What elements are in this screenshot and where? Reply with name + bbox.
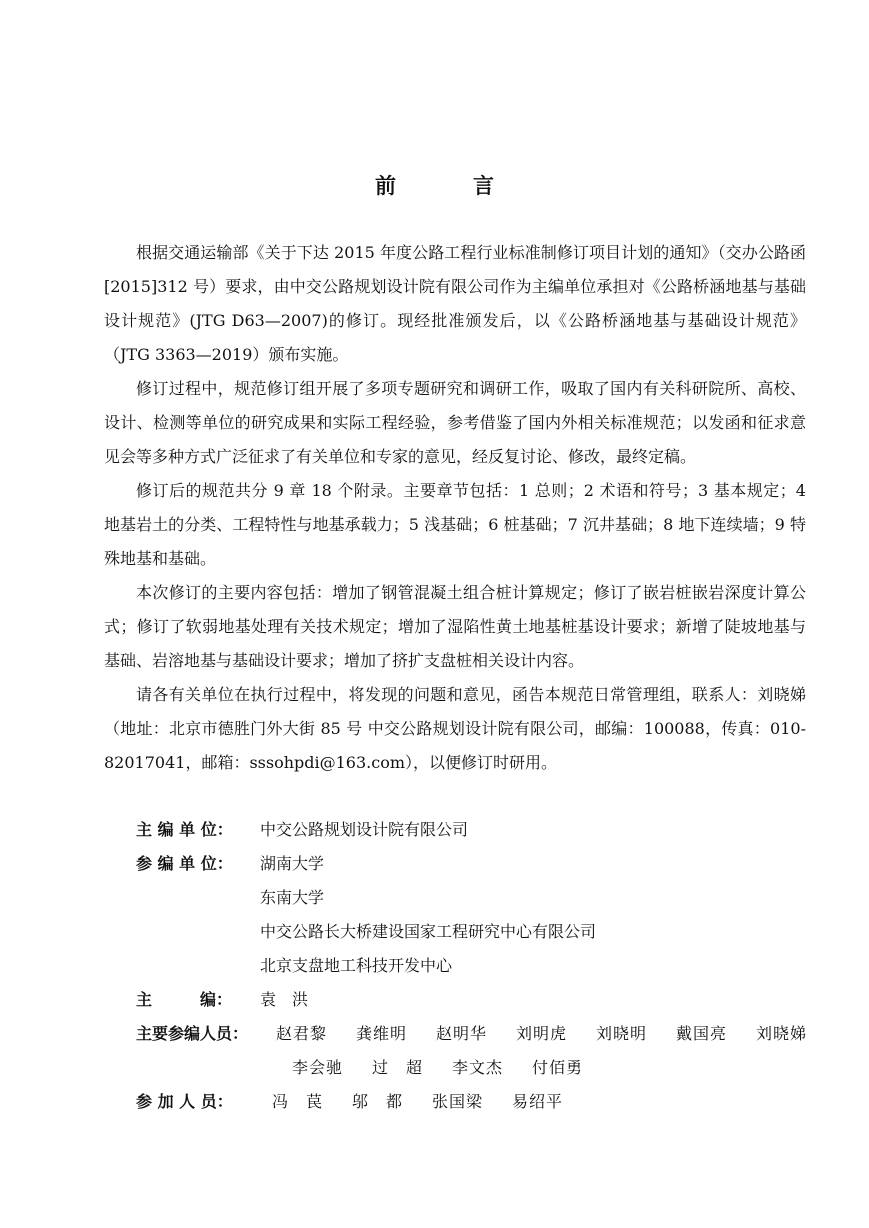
person-name: 刘明虎 [516, 1024, 568, 1043]
paragraph: 根据交通运输部《关于下达 2015 年度公路工程行业标准制修订项目计划的通知》（交办公路函[2015]312 号）要求，由中交公路规划设计院有限公司作为主编单位承担对《公路桥涵地基与基础设计规范》(JTG D63—2007)的修订。现经批准颁发后，以《公路桥涵地基与基础设计规范》（JTG 3363—2019）颁布实施。 [104, 243, 806, 364]
person-name: 赵君黎 [276, 1024, 328, 1043]
person-name: 戴国亮 [676, 1024, 728, 1043]
person-name: 易绍平 [512, 1092, 564, 1111]
chief-editor-name: 袁 洪 [260, 990, 309, 1009]
chief-unit-row [136, 813, 816, 847]
chief-editor-row [136, 983, 816, 1017]
paragraph: 修订后的规范共分 9 章 18 个附录。主要章节包括：1 总则；2 术语和符号；3 基本规定；4 地基岩土的分类、工程特性与地基承载力；5 浅基础；6 桩基础；7 沉井基础；8 地下连续墙；9 特殊地基和基础。 [104, 481, 806, 568]
person-name: 刘晓明 [596, 1024, 648, 1043]
participating-units-label: 参 编 单 位： [136, 854, 233, 873]
chief-unit-label: 主 编 单 位： [136, 820, 233, 839]
main-participants-line [276, 1017, 836, 1051]
person-name: 赵明华 [436, 1024, 488, 1043]
person-name: 冯 苠 [272, 1092, 324, 1111]
page-title: 前 言 [375, 173, 522, 198]
main-participants-label: 主要参编人员： [136, 1024, 249, 1043]
main-participants-line [276, 1051, 836, 1085]
person-name: 付佰勇 [532, 1058, 584, 1077]
person-name: 李文杰 [452, 1058, 504, 1077]
chief-editor-label: 主 编： [136, 990, 233, 1009]
participants-row [136, 1085, 816, 1119]
participating-unit: 北京支盘地工科技开发中心 [260, 956, 453, 975]
participating-unit: 湖南大学 [260, 854, 325, 873]
person-name: 张国梁 [432, 1092, 484, 1111]
person-name: 过 超 [372, 1058, 424, 1077]
participants-label: 参 加 人 员： [136, 1092, 233, 1111]
paragraph: 修订过程中，规范修订组开展了多项专题研究和调研工作，吸取了国内有关科研院所、高校、设计、检测等单位的研究成果和实际工程经验，参考借鉴了国内外相关标准规范；以发函和征求意见会等多种方式广泛征求了有关单位和专家的意见，经反复讨论、修改，最终定稿。 [104, 379, 806, 466]
preface-body [104, 236, 806, 780]
paragraph: 请各有关单位在执行过程中，将发现的问题和意见，函告本规范日常管理组，联系人：刘晓娣（地址：北京市德胜门外大街 85 号 中交公路规划设计院有限公司，邮编：100088，传真：010-82017041，邮箱：sssohpdi@163.com），以便修订时研用。 [104, 685, 806, 772]
main-participants-row [136, 1017, 816, 1085]
participating-unit: 东南大学 [260, 888, 325, 907]
person-name: 刘晓娣 [756, 1024, 808, 1043]
person-name: 邬 都 [352, 1092, 404, 1111]
chief-unit-value: 中交公路规划设计院有限公司 [260, 820, 469, 839]
person-name: 李会驰 [292, 1058, 344, 1077]
participating-units-row [136, 847, 816, 983]
credits-block [136, 813, 816, 1119]
participating-unit: 中交公路长大桥建设国家工程研究中心有限公司 [260, 922, 597, 941]
participants-line [272, 1085, 816, 1119]
person-name: 龚维明 [356, 1024, 408, 1043]
paragraph: 本次修订的主要内容包括：增加了钢管混凝土组合桩计算规定；修订了嵌岩桩嵌岩深度计算公式；修订了软弱地基处理有关技术规定；增加了湿陷性黄土地基桩基设计要求；新增了陡坡地基与基础、岩溶地基与基础设计要求；增加了挤扩支盘桩相关设计内容。 [104, 583, 806, 670]
